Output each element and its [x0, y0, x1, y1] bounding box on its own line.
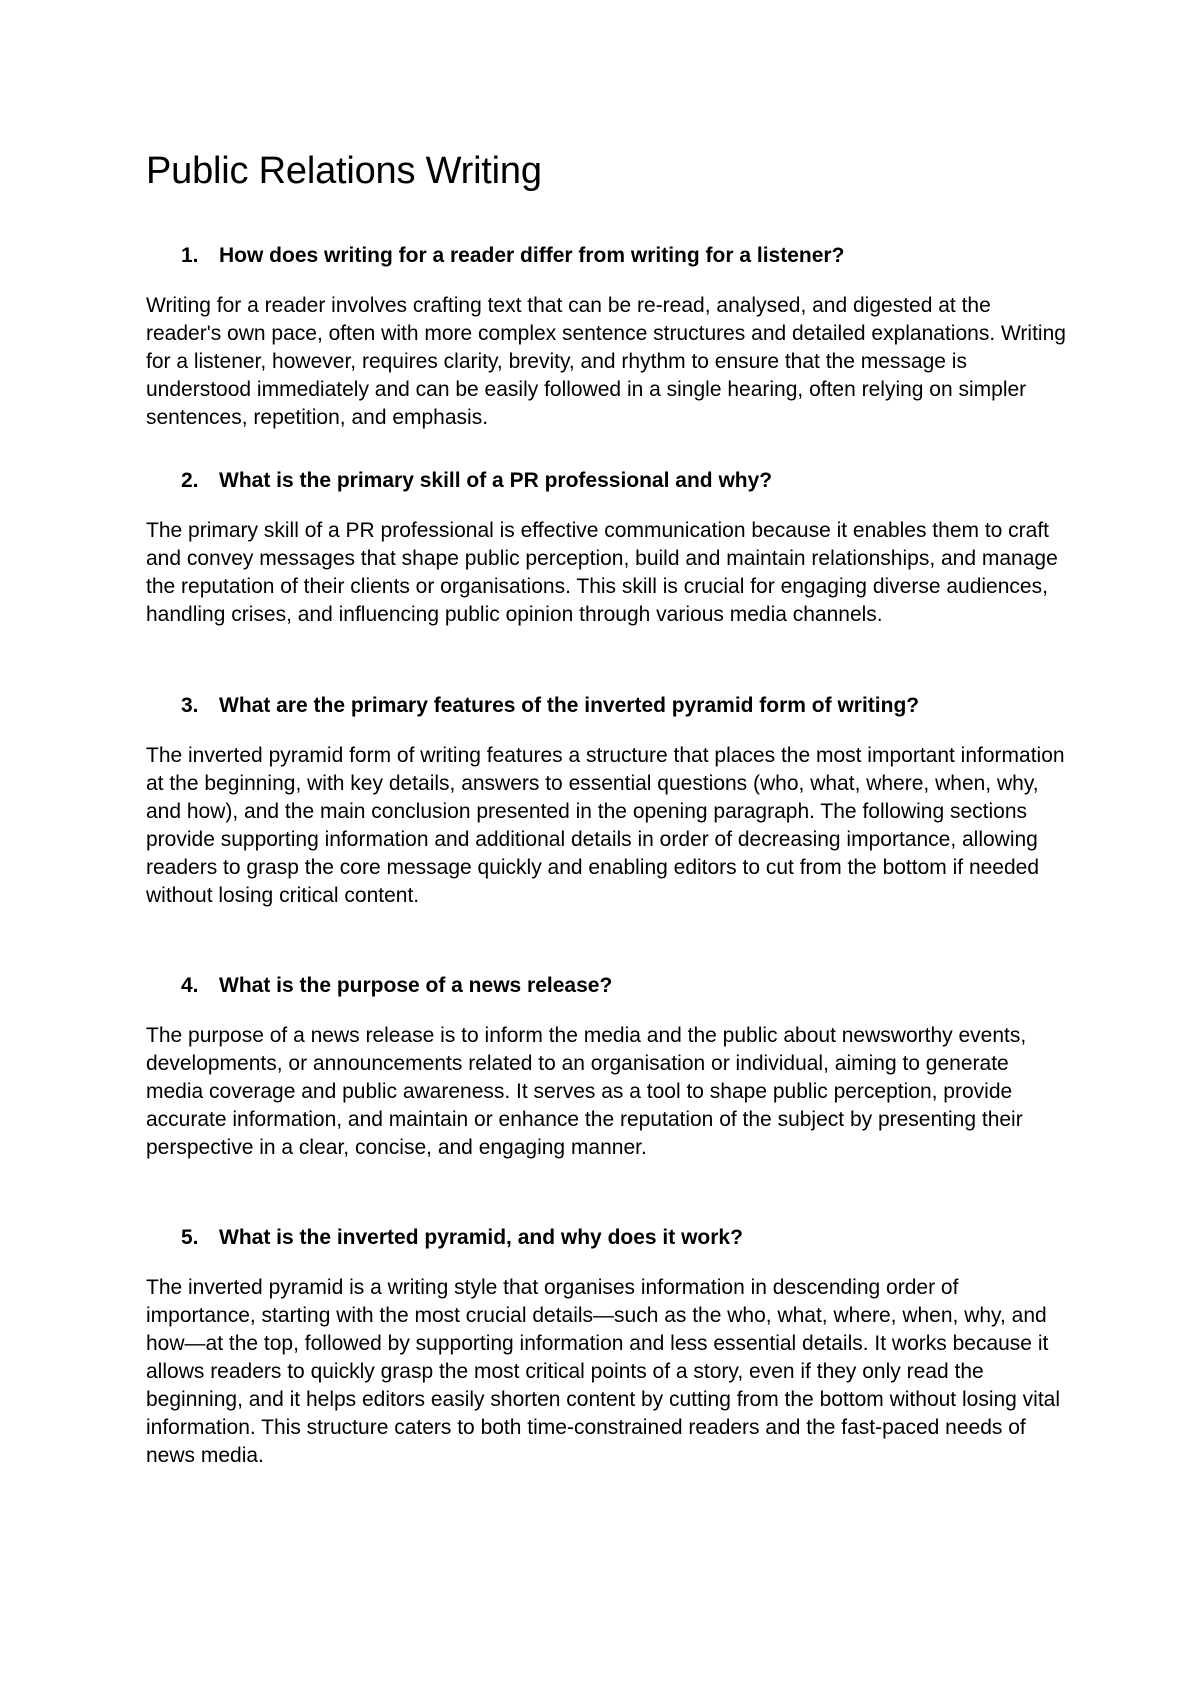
question-text: What are the primary features of the inverted pyramid form of writing? — [219, 694, 920, 717]
document-title: Public Relations Writing — [146, 150, 542, 192]
question-text: What is the primary skill of a PR professional and why? — [219, 469, 773, 492]
qa-item-5 — [146, 1218, 1076, 1470]
question-4 — [146, 966, 1076, 1006]
question-number: 5. — [181, 1226, 199, 1249]
question-number: 4. — [181, 974, 199, 997]
question-number: 3. — [181, 694, 199, 717]
answer-4: The purpose of a news release is to inform the media and the public about newsworthy events, developments, or announcements related to an organisation or individual, aiming to generate media coverage and public awareness. It serves as a tool to shape public perception, provide accurate information, and maintain or enhance the reputation of the subject by presenting their perspective in a clear, concise, and engaging manner. — [146, 1024, 1027, 1159]
qa-item-2 — [146, 461, 1076, 629]
question-3 — [146, 686, 1076, 726]
question-2 — [146, 461, 1076, 501]
question-number: 2. — [181, 469, 199, 492]
qa-item-1 — [146, 236, 1076, 432]
question-text: What is the purpose of a news release? — [219, 974, 613, 997]
qa-item-3 — [146, 686, 1076, 910]
answer-2: The primary skill of a PR professional is effective communication because it enables them to craft and convey messages that shape public perception, build and maintain relationships, and manage the reputation of their clients or organisations. This skill is crucial for engaging diverse audiences, handling crises, and influencing public opinion through various media channels. — [146, 519, 1058, 626]
question-number: 1. — [181, 244, 199, 267]
answer-1: Writing for a reader involves crafting text that can be re-read, analysed, and digested at the reader's own pace, often with more complex sentence structures and detailed explanations. Writing for a listener, however, requires clarity, brevity, and rhythm to ensure that the message is understood immediately and can be easily followed in a single hearing, often relying on simpler sentences, repetition, and emphasis. — [146, 294, 1066, 429]
question-5 — [146, 1218, 1076, 1258]
answer-3: The inverted pyramid form of writing features a structure that places the most important information at the beginning, with key details, answers to essential questions (who, what, where, when, why, and how), and the main conclusion presented in the opening paragraph. The following sections provide supporting information and additional details in order of decreasing importance, allowing readers to grasp the core message quickly and enabling editors to cut from the bottom if needed without losing critical content. — [146, 744, 1065, 907]
qa-item-4 — [146, 966, 1076, 1162]
question-text: What is the inverted pyramid, and why does it work? — [219, 1226, 743, 1249]
question-1 — [146, 236, 1076, 276]
answer-5: The inverted pyramid is a writing style that organises information in descending order of importance, starting with the most crucial details—such as the who, what, where, when, why, and how—at the top, followed by supporting information and less essential details. It works because it allows readers to quickly grasp the most critical points of a story, even if they only read the beginning, and it helps editors easily shorten content by cutting from the bottom without losing vital information. This structure caters to both time-constrained readers and the fast-paced needs of news media. — [146, 1276, 1061, 1467]
question-text: How does writing for a reader differ from writing for a listener? — [219, 244, 845, 267]
